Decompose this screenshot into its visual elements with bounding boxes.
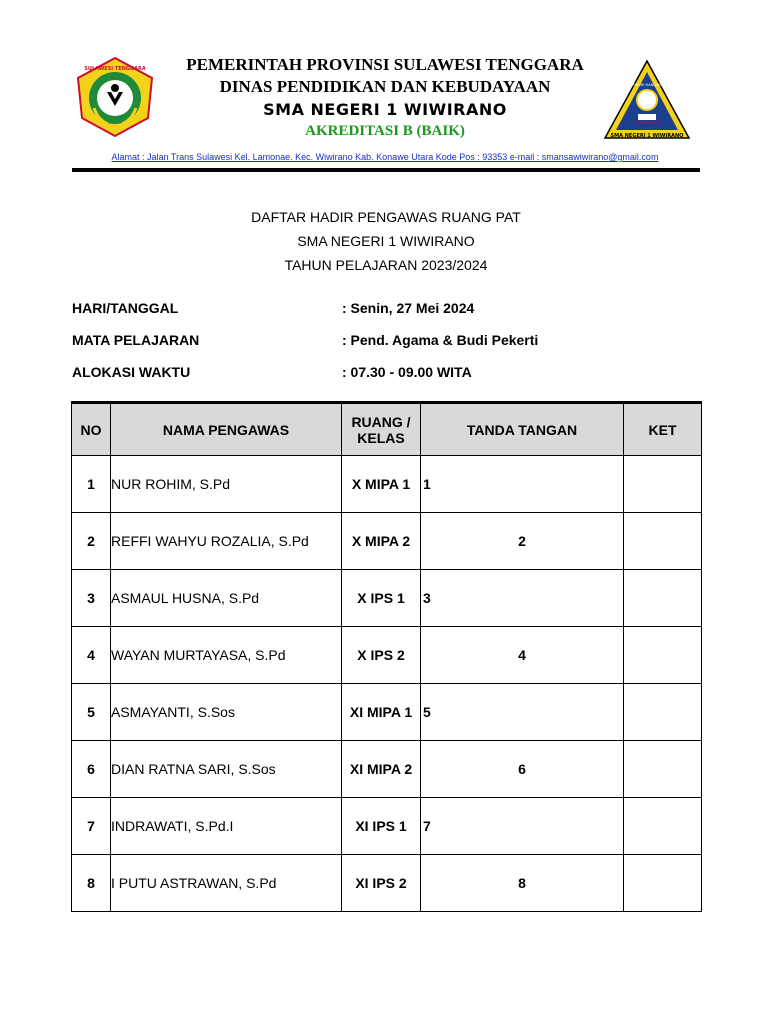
signature-cell[interactable]	[421, 570, 624, 627]
svg-text:SMA NEGERI 1 WIWIRANO: SMA NEGERI 1 WIWIRANO	[610, 133, 684, 139]
signature-cell[interactable]	[421, 855, 624, 912]
table-row	[72, 456, 702, 513]
letterhead-divider	[72, 168, 700, 172]
table-row	[72, 684, 702, 741]
row-nama: REFFI WAHYU ROZALIA, S.Pd	[111, 513, 342, 570]
row-nama: ASMAUL HUSNA, S.Pd	[111, 570, 342, 627]
signature-number: 3	[423, 590, 431, 606]
title-line-3: TAHUN PELAJARAN 2023/2024	[284, 257, 488, 273]
signature-number: 5	[423, 704, 431, 720]
row-nama: WAYAN MURTAYASA, S.Pd	[111, 627, 342, 684]
svg-text:SULAWESI TENGGARA: SULAWESI TENGGARA	[84, 66, 146, 72]
row-nama: I PUTU ASTRAWAN, S.Pd	[111, 855, 342, 912]
row-no: 4	[72, 627, 111, 684]
table-row	[72, 741, 702, 798]
time-value: : 07.30 - 09.00 WITA	[342, 364, 472, 380]
letterhead	[70, 52, 700, 168]
col-header-no: NO	[72, 403, 111, 456]
col-header-ket: KET	[624, 403, 702, 456]
row-nama: ASMAYANTI, S.Sos	[111, 684, 342, 741]
row-nama: NUR ROHIM, S.Pd	[111, 456, 342, 513]
row-kelas: X IPS 2	[342, 627, 421, 684]
school-emblem-logo	[602, 58, 692, 144]
row-kelas: XI MIPA 1	[342, 684, 421, 741]
signature-cell[interactable]	[421, 456, 624, 513]
government-line: PEMERINTAH PROVINSI SULAWESI TENGGARA	[186, 55, 584, 74]
col-header-nama: NAMA PENGAWAS	[111, 403, 342, 456]
signature-cell[interactable]	[421, 513, 624, 570]
table-row	[72, 855, 702, 912]
row-ket[interactable]	[624, 513, 702, 570]
date-label: HARI/TANGGAL	[72, 300, 179, 316]
date-value: : Senin, 27 Mei 2024	[342, 300, 475, 316]
table-row	[72, 627, 702, 684]
signature-cell[interactable]	[421, 627, 624, 684]
signature-number: 2	[518, 533, 526, 549]
attendance-table	[71, 401, 702, 912]
row-ket[interactable]	[624, 741, 702, 798]
department-line: DINAS PENDIDIKAN DAN KEBUDAYAAN	[219, 77, 551, 96]
table-row	[72, 798, 702, 855]
time-label: ALOKASI WAKTU	[72, 364, 191, 380]
signature-number: 1	[423, 476, 431, 492]
row-ket[interactable]	[624, 627, 702, 684]
signature-number: 6	[518, 761, 526, 777]
col-header-ruang: RUANG / KELAS	[342, 403, 421, 456]
signature-cell[interactable]	[421, 798, 624, 855]
row-no: 6	[72, 741, 111, 798]
row-ket[interactable]	[624, 456, 702, 513]
row-kelas: X MIPA 2	[342, 513, 421, 570]
svg-text:SEBANGKLAN: SEBANGKLAN	[635, 121, 659, 125]
row-no: 7	[72, 798, 111, 855]
row-ket[interactable]	[624, 684, 702, 741]
row-no: 1	[72, 456, 111, 513]
row-kelas: XI IPS 1	[342, 798, 421, 855]
row-no: 3	[72, 570, 111, 627]
row-ket[interactable]	[624, 798, 702, 855]
signature-cell[interactable]	[421, 684, 624, 741]
signature-number: 7	[423, 818, 431, 834]
exam-info	[72, 300, 700, 396]
signature-number: 8	[518, 875, 526, 891]
title-line-2: SMA NEGERI 1 WIWIRANO	[297, 233, 475, 249]
table-row	[72, 570, 702, 627]
accreditation-line: AKREDITASI B (BAIK)	[305, 123, 465, 139]
col-header-ttd: TANDA TANGAN	[421, 403, 624, 456]
row-nama: INDRAWATI, S.Pd.I	[111, 798, 342, 855]
table-row	[72, 513, 702, 570]
row-kelas: X MIPA 1	[342, 456, 421, 513]
row-kelas: XI IPS 2	[342, 855, 421, 912]
row-no: 5	[72, 684, 111, 741]
signature-cell[interactable]	[421, 741, 624, 798]
row-ket[interactable]	[624, 855, 702, 912]
subject-label: MATA PELAJARAN	[72, 332, 200, 348]
row-no: 2	[72, 513, 111, 570]
address-link[interactable]: Alamat : Jalan Trans Sulawesi Kel. Lamonae. Kec. Wiwirano Kab. Konawe Utara Kode Pos : 93353 e-mail : smansawiwirano@gmail.com	[111, 152, 659, 162]
table-header-row	[72, 403, 702, 456]
title-line-1: DAFTAR HADIR PENGAWAS RUANG PAT	[251, 209, 521, 225]
document-title	[72, 205, 700, 277]
signature-number: 4	[518, 647, 526, 663]
row-nama: DIAN RATNA SARI, S.Sos	[111, 741, 342, 798]
row-kelas: X IPS 1	[342, 570, 421, 627]
svg-text:TUTWURI HANDAYANI: TUTWURI HANDAYANI	[628, 83, 666, 87]
row-kelas: XI MIPA 2	[342, 741, 421, 798]
row-no: 8	[72, 855, 111, 912]
subject-value: : Pend. Agama & Budi Pekerti	[342, 332, 539, 348]
info-row-subject	[72, 332, 700, 364]
row-ket[interactable]	[624, 570, 702, 627]
info-row-time	[72, 364, 700, 396]
info-row-date	[72, 300, 700, 332]
school-name: SMA NEGERI 1 WIWIRANO	[263, 100, 507, 119]
